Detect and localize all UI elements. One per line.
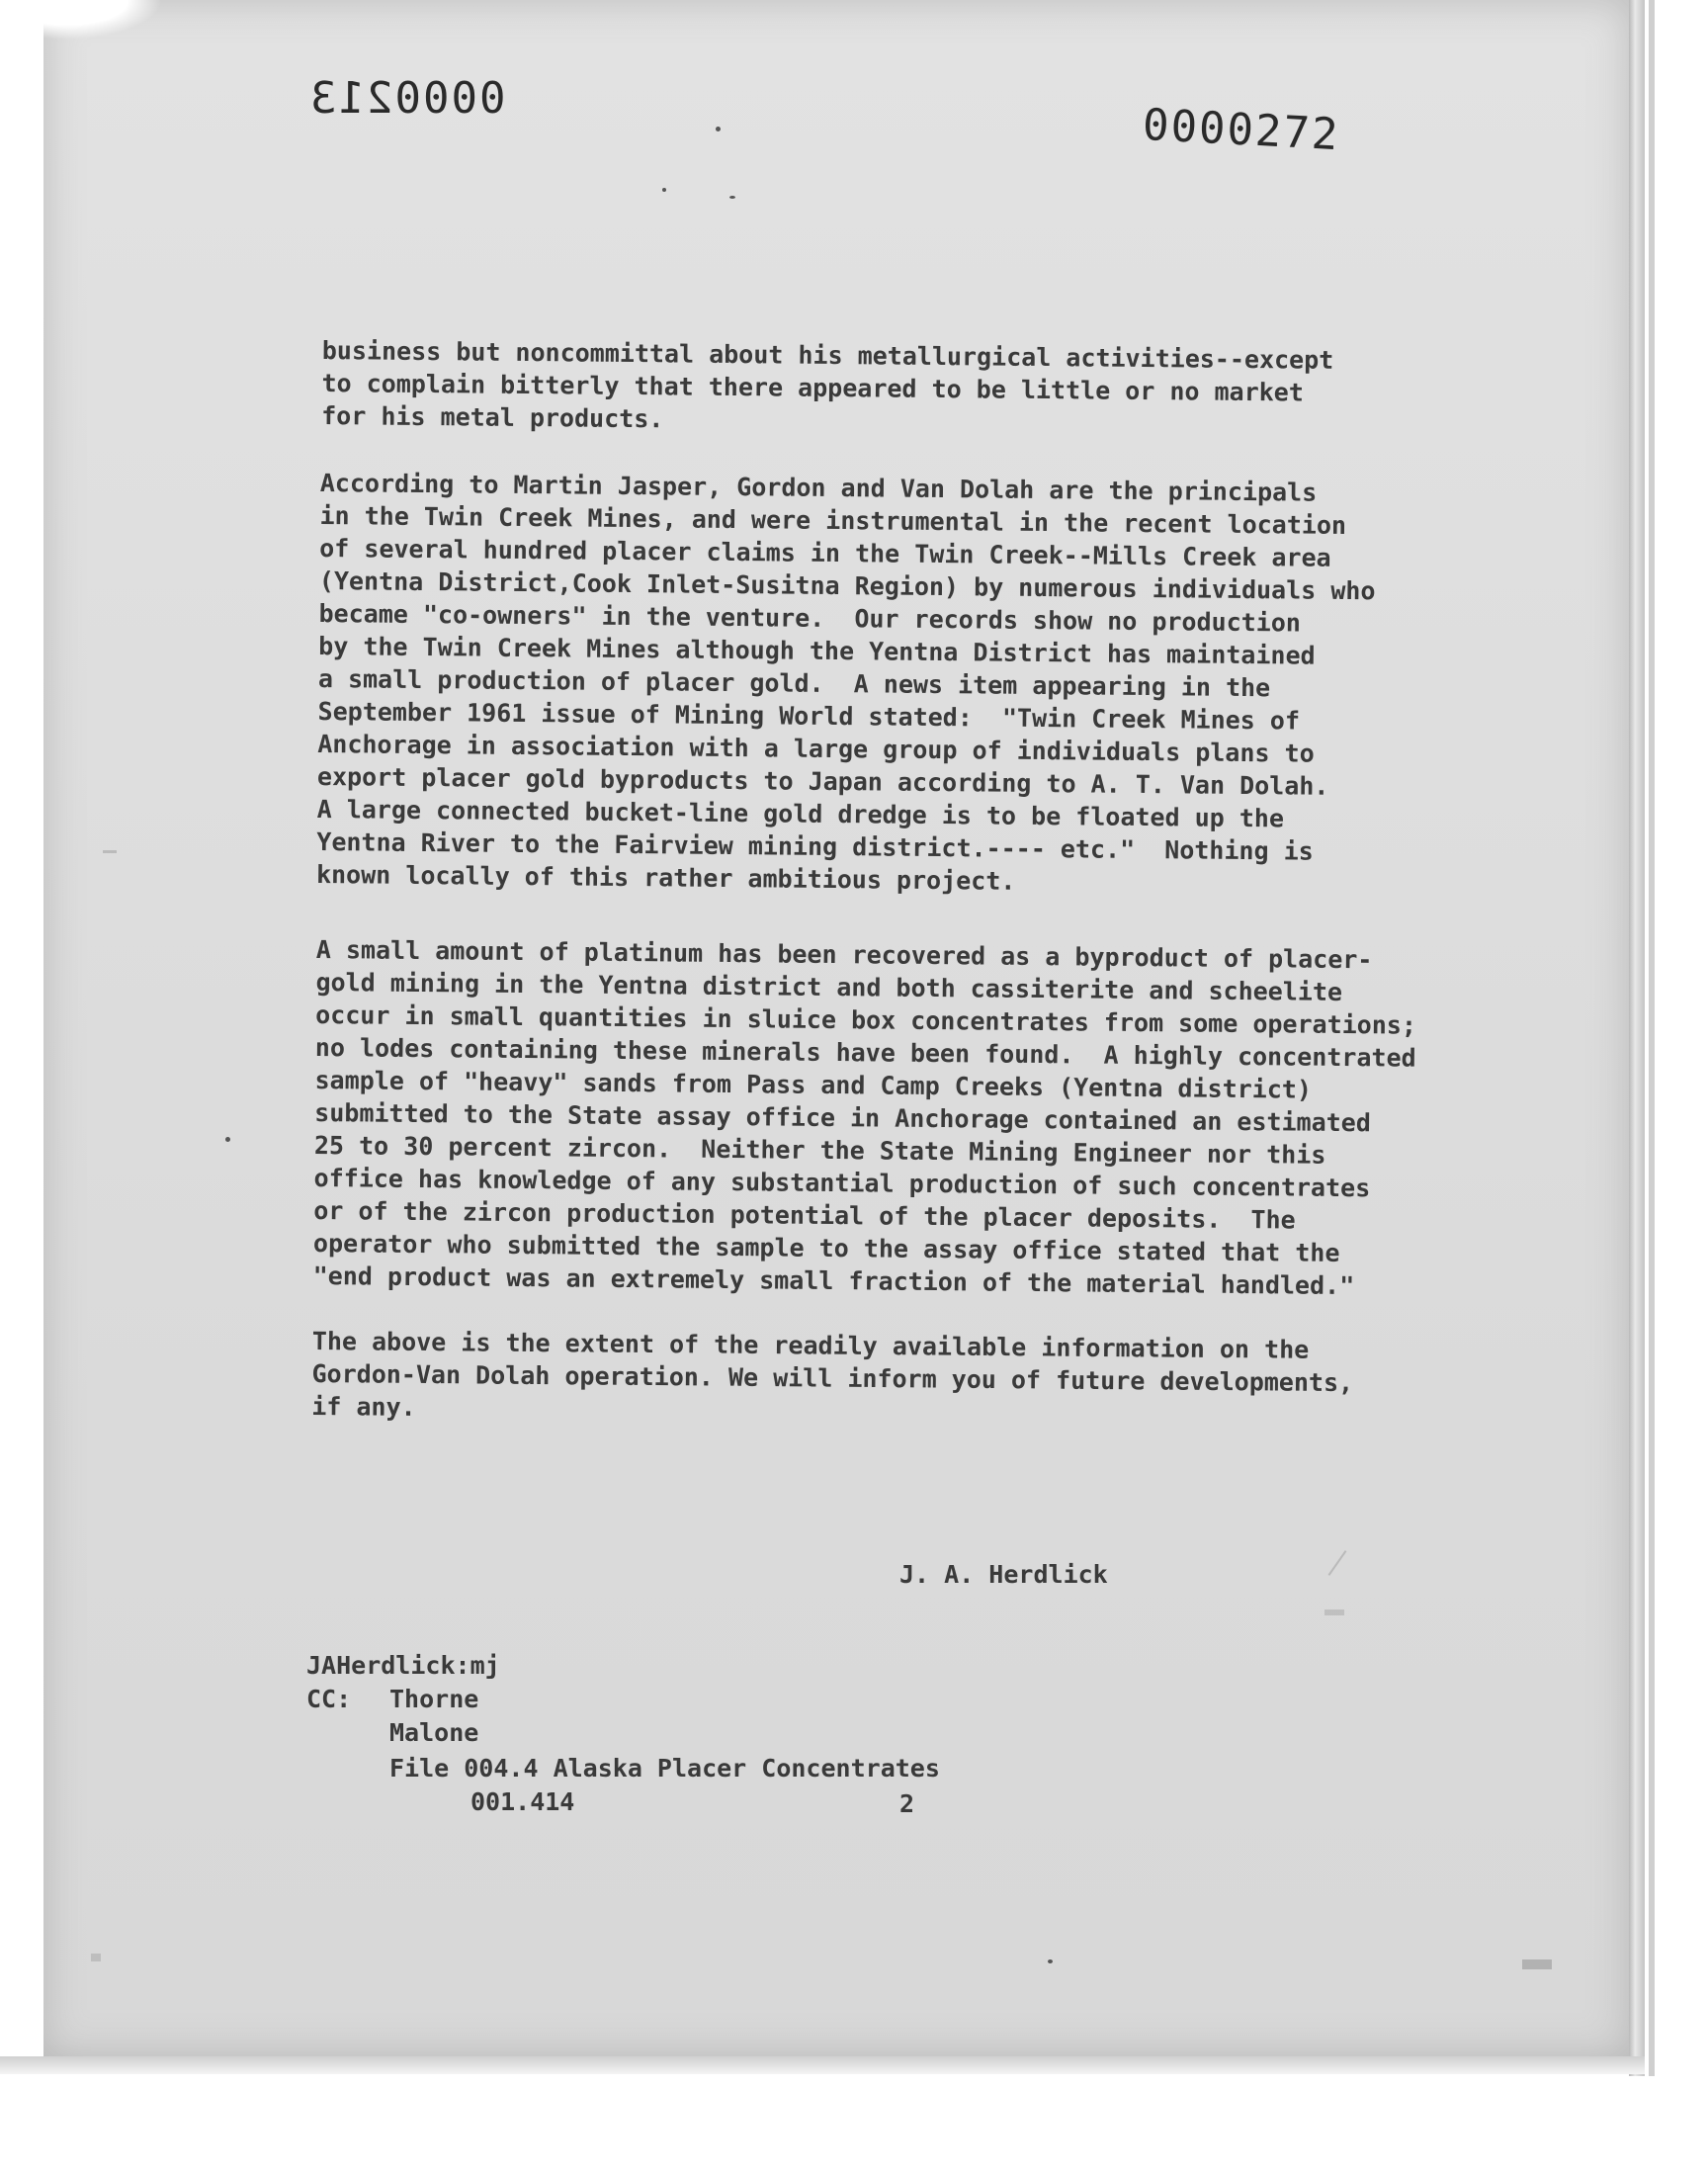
scan-smudge (91, 1954, 101, 1961)
page-number: 2 (899, 1789, 915, 1818)
paragraph-twin-creek-mines: According to Martin Jasper, Gordon and Van Dolah are the principals in the Twin Creek Mines, and were instrumental in the recent location of several hundred placer claims in the Twin Creek--Mills Creek area (Yentna District,Cook Inlet-Susitna Region) by numerous individuals who became "co-owners" in the venture. Our records show no production by the Twin Creek Mines although the Yentna District has maintained a small production of placer gold. A news item appearing in the September 1961 issue of Mining World stated: "Twin Creek Mines of Anchorage in association with a large group of individuals plans to export placer gold byproducts to Japan according to A. T. Van Dolah. A large connected bucket-line gold dredge is to be floated up the Yentna River to the Fairview mining district.---- etc." Nothing is known locally of this rather ambitious project. (315, 468, 1376, 896)
pen-mark (1324, 1610, 1344, 1615)
dust-speck (1048, 1959, 1053, 1963)
cc-recipient: Malone (389, 1718, 479, 1747)
dust-speck (225, 1137, 230, 1142)
paragraph-closing: The above is the extent of the readily available information on the Gordon-Van Dolah operation. We will inform you of future developments, if any. (311, 1326, 1354, 1422)
cc-recipient: Thorne (389, 1685, 479, 1713)
scan-smudge (103, 850, 117, 853)
document-stamp-left: 0000213 (308, 73, 506, 124)
dust-speck (662, 188, 666, 192)
file-code: 001.414 (470, 1787, 575, 1816)
cc-recipient: File 004.4 Alaska Placer Concentrates (389, 1754, 940, 1783)
signature-name: J. A. Herdlick (899, 1560, 1108, 1589)
author-initials: JAHerdlick:mj (306, 1651, 500, 1680)
sheet-right-edge-shadow (1649, 0, 1655, 2076)
sheet-right-edge (1629, 0, 1645, 2076)
scan-smudge (1522, 1959, 1552, 1969)
torn-corner (43, 0, 162, 40)
sheet-bottom-edge (0, 2056, 1645, 2074)
paragraph-continuation: business but noncommittal about his metallurgical activities--except to complain bitterly that there appeared to be little or no market for his metal products. (321, 335, 1334, 434)
paragraph-platinum-zircon: A small amount of platinum has been recovered as a byproduct of placer- gold mining in the Yentna district and both cassiterite and scheelite occur in small quantities in sluice box concentrates from some operations; no lodes containing these minerals have been found. A highly concentrated sample of "heavy" sands from Pass and Camp Creeks (Yentna district) submitted to the State assay office in Anchorage contained an estimated 25 to 30 percent zircon. Neither the State Mining Engineer nor this office has knowledge of any substantial production of such concentrates or of the zircon production potential of the placer deposits. The operator who submitted the sample to the assay office stated that the "end product was an extremely small fraction of the material handled." (312, 934, 1417, 1301)
document-stamp-right: 0000272 (1141, 99, 1341, 161)
dust-speck (729, 196, 735, 199)
cc-label: CC: (306, 1685, 352, 1713)
dust-speck (716, 127, 721, 131)
